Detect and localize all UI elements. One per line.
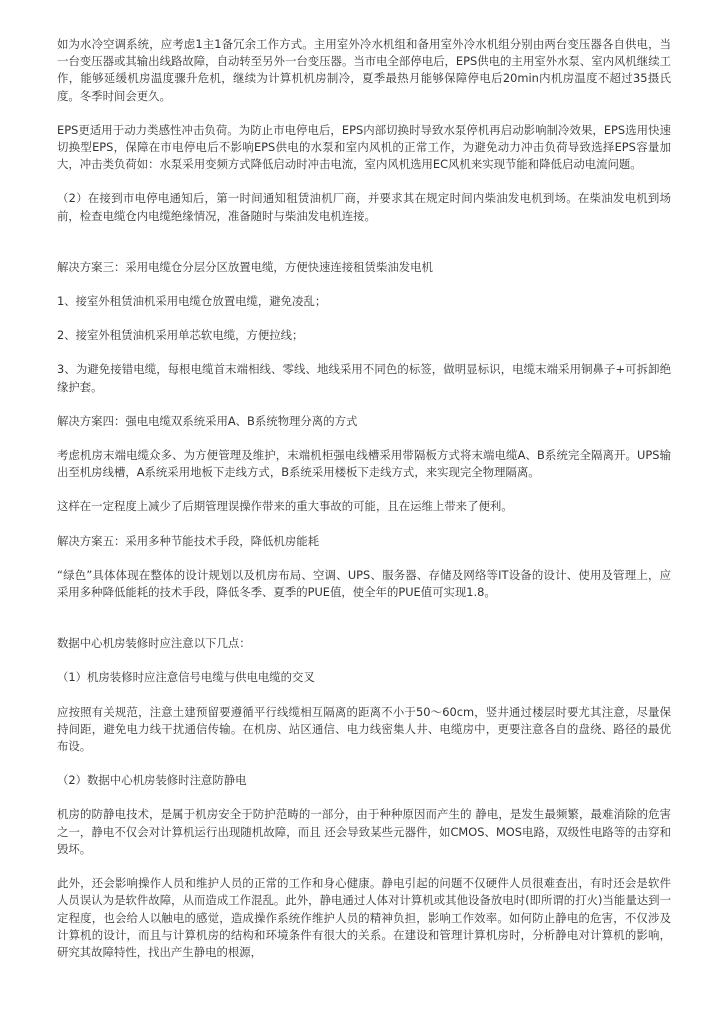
heading-solution-five: 解决方案五：采用多种节能技术手段，降低机房能耗	[57, 533, 319, 548]
heading-solution-three: 解决方案三：采用电缆仓分层分区放置电缆，方便快速连接租赁柴油发电机	[57, 259, 433, 274]
paragraph-cable-separation: 考虑机房末端电缆众多、为方便管理及维护，末端机柜强电线槽采用带隔板方式将末端电缆A、B系统完全隔离开。UPS输出至机房线槽，A系统采用地板下走线方式，B系统采用楼板下走线方式，来实现完全物理隔离。	[57, 448, 671, 480]
paragraph-antistatic: 机房的防静电技术，是属于机房安全于防护范畴的一部分，由于种种原因而产生的 静电，是发生最频繁，最难消除的危害之一，静电不仅会对计算机运行出现随机故障，而且 还会导致某些元器件，如CMOS、MOS电路，双级性电路等的击穿和毁坏。	[57, 807, 671, 856]
heading-renovation-notes: 数据中心机房装修时应注意以下几点：	[57, 636, 251, 651]
paragraph-eps: EPS更适用于动力类感性冲击负荷。为防止市电停电后，EPS内部切换时导致水泵停机再启动影响制冷效果，EPS选用快速切换型EPS，保障在市电停电后不影响EPS供电的水泵和室内风机的正常工作，为避免动力冲击负荷导致选择EPS容量加大，冲击类负荷如：水泵采用变频方式降低启动时冲击电流，室内风机选用EC风机来实现节能和降低启动电流问题。	[57, 122, 671, 172]
list-item-2: 2、接室外租赁油机采用单芯软电缆，方便拉线；	[57, 328, 304, 343]
subheading-antistatic: （2）数据中心机房装修时注意防静电	[57, 773, 247, 788]
heading-solution-four: 解决方案四：强电电缆双系统采用A、B系统物理分离的方式	[57, 413, 358, 428]
paragraph-static-effects: 此外，还会影响操作人员和维护人员的正常的工作和身心健康。静电引起的问题不仅硬件人员很难查出，有时还会是软件人员误认为是软件故障，从而造成工作混乱。此外，静电通过人体对计算机或其他设备放电时(即所谓的打火)当能量达到一定程度，也会给人以触电的感觉，造成操作系统作维护人员的精神负担，影响工作效率。如何防止静电的危害，不仅涉及计算机的设计，而且与计算机房的结构和环境条件有很大的关系。在建设和管理计算机房时，分析静电对计算机的影响，研究其故障特性，找出产生静电的根源，	[57, 876, 671, 959]
list-item-3: 3、为避免接错电缆，每根电缆首末端相线、零线、地线采用不同色的标签，做明显标识，电缆末端采用铜鼻子+可拆卸绝缘护套。	[57, 362, 671, 394]
paragraph-benefit: 这样在一定程度上减少了后期管理误操作带来的重大事故的可能，且在运维上带来了便利。	[57, 499, 513, 514]
paragraph-green: “绿色”具体体现在整体的设计规划以及机房布局、空调、UPS、服务器、存储及网络等IT设备的设计、使用及管理上，应采用多种降低能耗的技术手段，降低冬季、夏季的PUE值，使全年的PUE值可实现1.8。	[57, 567, 671, 600]
paragraph-cable-crossing: 应按照有关规范，注意土建预留要遵循平行线缆相互隔离的距离不小于50～60cm，竖井通过楼层时要尤其注意，尽量保持间距，避免电力线干扰通信传输。在机房、站区通信、电力线密集人井、电缆房中，更要注意各自的盘绕、路径的最优布设。	[57, 704, 671, 754]
paragraph-power-outage-notice: （2）在接到市电停电通知后，第一时间通知租赁油机厂商，并要求其在规定时间内柴油发电机到场。在柴油发电机到场前，检查电缆仓内电缆绝缘情况，准备随时与柴油发电机连接。	[57, 191, 671, 223]
subheading-cable-crossing: （1）机房装修时应注意信号电缆与供电电缆的交叉	[57, 670, 315, 685]
paragraph-water-cooling: 如为水冷空调系统，应考虑1主1备冗余工作方式。主用室外冷水机组和备用室外冷水机组分别由两台变压器各自供电，当一台变压器或其输出线路故障，自动转至另外一台变压器。当市电全部停电后，EPS供电的主用室外水泵、室内风机继续工作，能够延缓机房温度骤升危机，继续为计算机机房制冷，夏季最热月能够保障停电后20min内机房温度不超过35摄氏度。冬季时间会更久。	[57, 37, 671, 103]
document-body	[57, 36, 671, 961]
list-item-1: 1、接室外租赁油机采用电缆仓放置电缆，避免凌乱；	[57, 294, 327, 309]
